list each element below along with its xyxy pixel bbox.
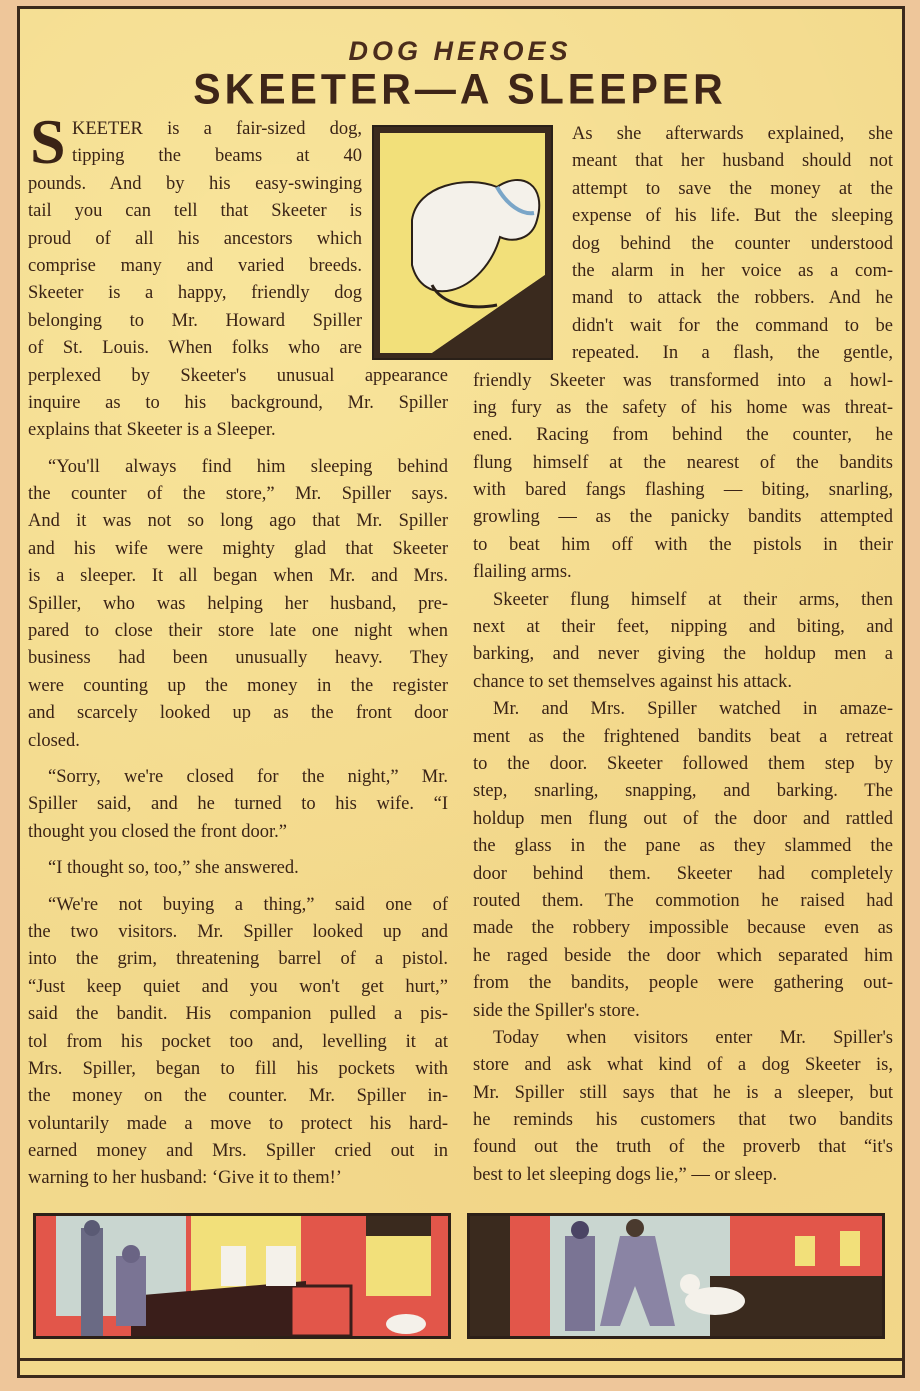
text-line: didn't wait for the command to be	[572, 315, 893, 336]
bottom-rule	[17, 1358, 903, 1361]
text-line: and his wife were mighty glad that Skeeter	[28, 538, 448, 559]
story-title: SKEETER—A SLEEPER	[193, 64, 727, 114]
text-line: closed.	[28, 730, 80, 751]
text-line: ened. Racing from behind the counter, he	[473, 425, 893, 446]
paragraph	[473, 696, 893, 1025]
text-line: “We're not buying a thing,” said one of	[48, 894, 448, 915]
text-line: mand to attack the robbers. And he	[572, 288, 893, 309]
text-line: growling — as the panicky bandits attempted	[473, 507, 893, 528]
text-line: side the Spiller's store.	[473, 1000, 640, 1021]
text-line: expense of his life. But the sleeping	[572, 206, 893, 227]
text-line: meant that her husband should not	[572, 151, 893, 172]
text-line: he reminds his customers that two bandits	[473, 1110, 893, 1131]
text-line: step, snarling, snapping, and barking. The	[473, 781, 893, 802]
paragraph	[28, 892, 448, 1193]
text-line: And it was not so long ago that Mr. Spiller	[28, 511, 448, 532]
text-line: the money on the counter. Mr. Spiller in-	[28, 1086, 448, 1107]
text-line: earned money and Mrs. Spiller cried out in	[28, 1141, 448, 1162]
paragraph	[473, 587, 893, 697]
text-line: tail you can tell that Skeeter is	[28, 201, 362, 222]
text-line: holdup men flung out of the door and rattled	[473, 808, 893, 829]
text-line: tipping the beams at 40	[72, 146, 362, 167]
text-line: Spiller, who was helping her husband, pre-	[28, 593, 448, 614]
text-line: the two visitors. Mr. Spiller looked up and	[28, 921, 448, 942]
text-line: Skeeter is a happy, friendly dog	[28, 283, 362, 304]
text-line: chance to set themselves against his attack.	[473, 671, 793, 692]
text-line: “I thought so, too,” she answered.	[48, 858, 299, 879]
text-line: said the bandit. His companion pulled a pis-	[28, 1004, 448, 1025]
text-line: attempt to save the money at the	[572, 178, 893, 199]
text-line: ment as the frightened bandits beat a retreat	[473, 726, 893, 747]
text-line: Spiller said, and he turned to his wife. “I	[28, 794, 448, 815]
series-kicker: DOG HEROES	[348, 36, 572, 66]
text-line: inquire as to his background, Mr. Spiller	[28, 392, 448, 413]
comic-panel-robbery	[33, 1213, 451, 1339]
sleeping-dog-illustration	[372, 125, 553, 360]
text-line: Skeeter flung himself at their arms, then	[493, 589, 893, 610]
text-line: perplexed by Skeeter's unusual appearance	[28, 365, 448, 386]
text-line: tol from his pocket too and, levelling it at	[28, 1031, 448, 1052]
text-line: proud of all his ancestors which	[28, 228, 362, 249]
text-line: ing fury as the safety of his home was threat-	[473, 397, 893, 418]
text-line: Mrs. Spiller, began to fill his pockets with	[28, 1058, 448, 1079]
text-line: were counting up the money in the register	[28, 675, 448, 696]
text-line: pared to close their store late one night when	[28, 621, 448, 642]
text-line: the glass in the pane as they slammed the	[473, 836, 893, 857]
text-line: thought you closed the front door.”	[28, 821, 287, 842]
text-line: with bared fangs flashing — biting, snarling,	[473, 480, 893, 501]
text-line: and scarcely looked up as the front door	[28, 703, 448, 724]
text-line: repeated. In a flash, the gentle,	[572, 343, 893, 364]
text-line: Today when visitors enter Mr. Spiller's	[493, 1027, 893, 1048]
text-line: Mr. Spiller still says that he is a sleeper, but	[473, 1082, 893, 1103]
text-line: comprise many and varied breeds.	[28, 255, 362, 276]
text-line: next at their feet, nipping and biting, and	[473, 617, 893, 638]
text-line: routed them. The commotion he raised had	[473, 890, 893, 911]
text-line: made the robbery impossible because even as	[473, 918, 893, 939]
text-line: he raged beside the door which separated him	[473, 945, 893, 966]
text-line: flailing arms.	[473, 562, 572, 583]
text-line: dog behind the counter understood	[572, 233, 893, 254]
text-line: store and ask what kind of a dog Skeeter is,	[473, 1055, 893, 1076]
text-line: to the door. Skeeter followed them step by	[473, 753, 893, 774]
text-line: warning to her husband: ‘Give it to them!’	[28, 1168, 342, 1189]
text-line: is a sleeper. It all began when Mr. and Mrs.	[28, 566, 448, 587]
text-line: barking, and never giving the holdup men a	[473, 644, 893, 665]
comic-panel-dog-attack	[467, 1213, 885, 1339]
text-line: Mr. and Mrs. Spiller watched in amaze-	[493, 699, 893, 720]
text-line: friendly Skeeter was transformed into a howl-	[473, 370, 893, 391]
text-line: pounds. And by his easy-swinging	[28, 173, 362, 194]
text-line: business had been unusually heavy. They	[28, 648, 448, 669]
text-line: belonging to Mr. Howard Spiller	[28, 310, 362, 331]
text-line: voluntarily made a move to protect his hard-	[28, 1113, 448, 1134]
text-line: to beat him off with the pistols in their	[473, 534, 893, 555]
paragraph	[28, 454, 448, 755]
text-line: from the bandits, people were gathering out-	[473, 973, 893, 994]
text-line: flung himself at the nearest of the bandits	[473, 452, 893, 473]
text-line: “You'll always find him sleeping behind	[48, 456, 448, 477]
text-line: KEETER is a fair-sized dog,	[72, 119, 362, 139]
text-line: explains that Skeeter is a Sleeper.	[28, 420, 276, 441]
text-line: the counter of the store,” Mr. Spiller says.	[28, 484, 448, 505]
paragraph	[28, 855, 448, 882]
text-line: the alarm in her voice as a com-	[572, 260, 893, 281]
text-line: found out the truth of the proverb that “it's	[473, 1137, 893, 1158]
drop-cap: S	[30, 106, 66, 177]
paragraph	[28, 764, 448, 846]
text-line: door behind them. Skeeter had completely	[473, 863, 893, 884]
text-line: of St. Louis. When folks who are	[28, 338, 362, 359]
text-line: “Just keep quiet and you won't get hurt,”	[28, 976, 448, 997]
text-line: best to let sleeping dogs lie,” — or sleep.	[473, 1164, 778, 1185]
text-line: “Sorry, we're closed for the night,” Mr.	[48, 766, 448, 787]
paragraph	[473, 1025, 893, 1189]
text-line: into the grim, threatening barrel of a pistol.	[28, 949, 448, 970]
text-line: As she afterwards explained, she	[572, 124, 893, 144]
